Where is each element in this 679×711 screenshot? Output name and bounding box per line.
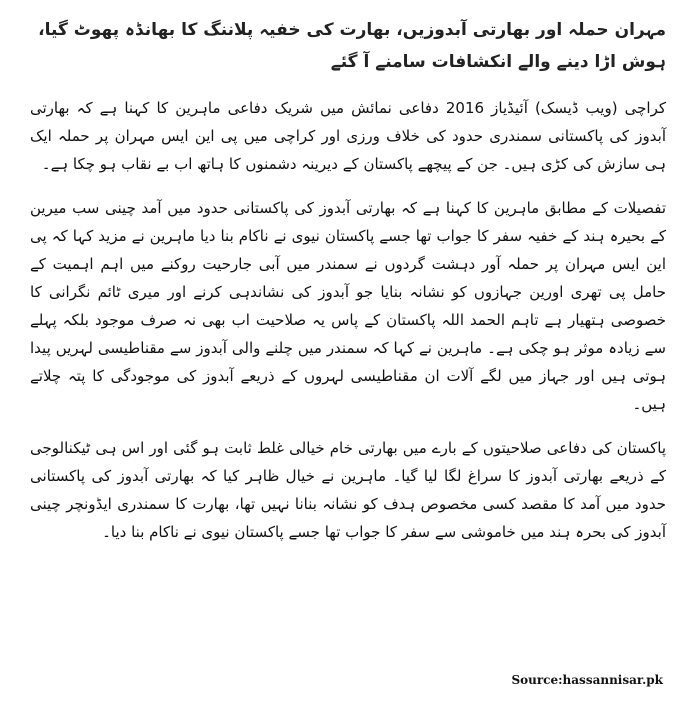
article-paragraph-3: پاکستان کی دفاعی صلاحیتوں کے بارے میں بھارتی خام خیالی غلط ثابت ہو گئی اور اس ہی ٹیکنالوجی کے ذریعے بھارتی آبدوز کا سراغ لگا لیا گیا۔ ماہرین نے خیال ظاہر کیا کہ بھارتی آبدوز کی پاکستانی حدود میں آمد کا مقصد کسی مخصوص ہدف کو نشانہ بنانا نہیں تھا، بھارت کا سمندری ایڈونچر چینی آبدوز کی بحرہ ہند میں خاموشی سے سفر کا جواب تھا جسے پاکستان نیوی نے ناکام بنا دیا۔	[30, 439, 666, 541]
article-paragraph-1: کراچی (ویب ڈیسک) آئیڈیاز 2016 دفاعی نمائش میں شریک دفاعی ماہرین کا کہنا ہے کہ بھارتی آبدوز کی پاکستانی سمندری حدود کی خلاف ورزی اور کراچی میں پی این ایس مہران پر حملہ ایک ہی سازش کی کڑی ہیں۔ جن کے پیچھے پاکستان کے دیرینہ دشمنوں کا ہاتھ اب بے نقاب ہو چکا ہے۔	[30, 99, 666, 173]
article-paragraph-2: تفصیلات کے مطابق ماہرین کا کہنا ہے کہ بھارتی آبدوز کی پاکستانی حدود میں آمد چینی سب میرین کے بحیرہ ہند کے خفیہ سفر کا جواب تھا جسے پاکستان نیوی نے ناکام بنا دیا ماہرین نے مزید کہا کہ پی این ایس مہران پر حملہ آور دہشت گردوں نے سمندر میں آبی جارحیت روکنے میں اہم اہمیت کے حامل پی تھری اورین جہازوں کو نشانہ بنایا جو آبدوز کی نشاندہی کرنے اور میری ٹائم نگرانی کا خصوصی ہتھیار ہے تاہم الحمد اللہ پاکستان کے پاس یہ صلاحیت اب بھی نہ صرف موجود بلکہ پہلے سے زیادہ موثر ہو چکی ہے۔ ماہرین نے کہا کہ سمندر میں چلنے والی آبدوز سے مقناطیسی لہریں پیدا ہوتی ہیں اور جہاز میں لگے آلات ان مقناطیسی لہروں کے ذریعے آبدوز کی موجودگی کا پتہ چلاتے ہیں۔	[30, 199, 666, 413]
source-credit: Source:hassannisar.pk	[511, 673, 663, 687]
article	[30, 14, 666, 562]
article-headline: مہران حملہ اور بھارتی آبدوزیں، بھارت کی خفیہ پلاننگ کا بھانڈہ پھوٹ گیا، ہوش اڑا دینے والے انکشافات سامنے آ گئے	[38, 20, 666, 72]
